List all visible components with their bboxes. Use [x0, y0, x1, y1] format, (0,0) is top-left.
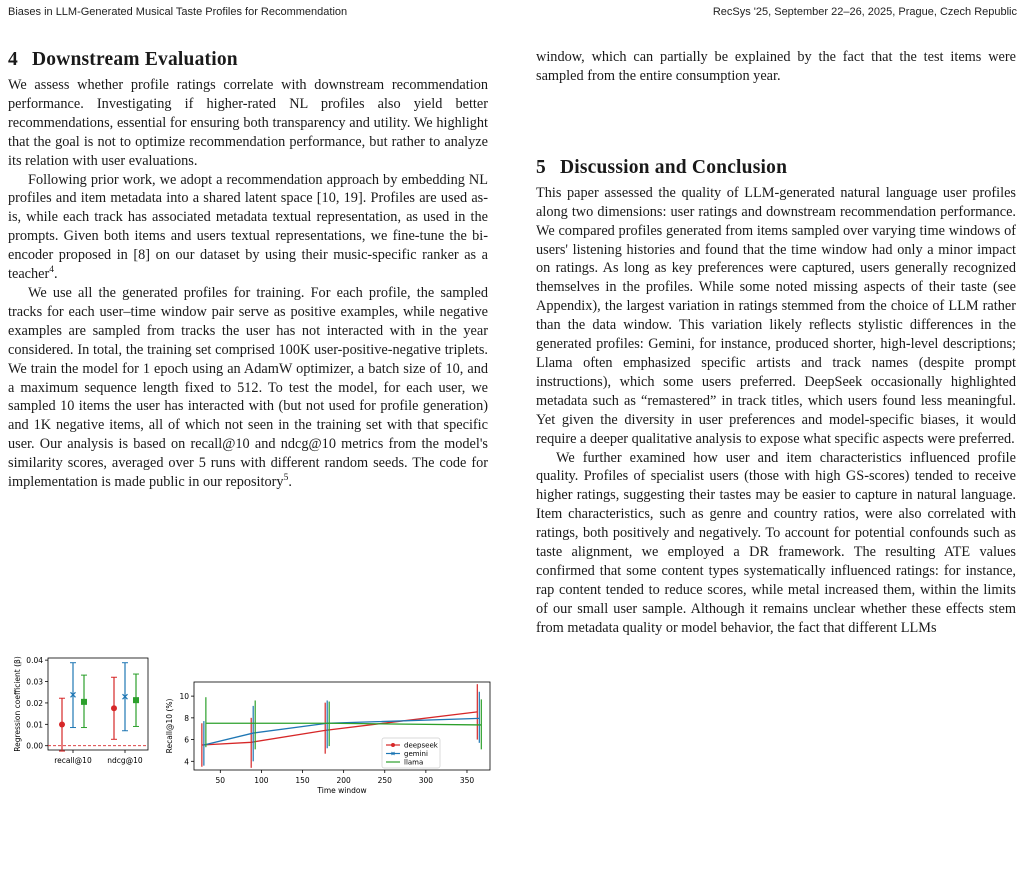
- paragraph: We assess whether profile ratings correlate with downstream recommendation performance. Investigating if higher-rated NL profiles also yield better recommendations, essential for ensuring both transparency and utility. We highlight that the goal is not to optimize recommendation performance, but rather to analyze its relation with user evaluations.: [8, 77, 488, 169]
- data-point-llama: [133, 697, 139, 703]
- running-header-title: Biases in LLM-Generated Musical Taste Profiles for Recommendation: [8, 6, 348, 18]
- x-tick-label: 50: [215, 776, 226, 785]
- y-tick-label: 8: [184, 713, 189, 723]
- legend-label: llama: [404, 758, 424, 767]
- section-5-heading: [536, 156, 1016, 180]
- data-point-deepseek: [111, 705, 117, 711]
- recall-time-window-chart: [158, 652, 498, 777]
- paragraph: window, which can partially be explained by the fact that the test items were sampled from the entire consumption year.: [536, 49, 1016, 84]
- section-number: 5: [536, 156, 546, 178]
- plot-frame: [48, 658, 148, 750]
- data-point-deepseek: [59, 722, 65, 728]
- x-axis-label: Time window: [317, 786, 367, 795]
- legend-label: deepseek: [404, 741, 438, 750]
- legend-marker-deepseek: [391, 743, 395, 747]
- footnote-ref[interactable]: 4: [49, 265, 55, 276]
- x-tick-label: 300: [418, 776, 434, 785]
- running-header-venue: RecSys '25, September 22–26, 2025, Prague, Czech Republic: [712, 6, 1017, 18]
- data-point-llama: [81, 699, 87, 705]
- x-tick-label: 100: [254, 776, 269, 785]
- x-tick-label: ndcg@10: [107, 756, 143, 765]
- y-tick-label: 10: [179, 692, 189, 702]
- regression-coefficient-chart: [8, 652, 158, 777]
- y-axis-label: Regression coefficient (β): [13, 656, 22, 752]
- legend-label: gemini: [404, 750, 428, 758]
- y-tick-label: 0.00: [26, 741, 43, 751]
- y-axis-label: Recall@10 (%): [165, 698, 174, 754]
- x-tick-label: 150: [295, 776, 310, 785]
- section-title: Discussion and Conclusion: [559, 156, 788, 178]
- section-number: 4: [8, 49, 18, 70]
- x-tick-label: 350: [459, 776, 475, 785]
- left-column: [8, 48, 488, 492]
- footnote-ref[interactable]: 5: [283, 473, 289, 484]
- paragraph: We further examined how user and item characteristics influenced profile quality. Profiles of specialist users (those with high GS-scores) tended to receive higher ratings, suggesting their tastes may be easier to capture in natural language. Item characteristics, such as genre and country ratios, were also correlated with ratings, both positively and negatively. To account for potential confounds such as taste alignment, we employed a DR framework. The resulting ATE values confirmed that some content types systematically influenced ratings: for instance, rap content tended to reduce scores, while metal increased them, within the limits of our small user sample. Although it remains unclear whether these effects stem from metadata quality or model behavior, the fact that different LLMs: [536, 449, 1016, 636]
- right-column: [536, 48, 1016, 638]
- x-tick-label: 200: [336, 776, 351, 785]
- y-tick-label: 0.01: [26, 720, 43, 730]
- y-tick-label: 0.02: [26, 698, 43, 708]
- paragraph: This paper assessed the quality of LLM-generated natural language user profiles along two dimensions: user ratings and downstream recommendation performance. We compared profiles generated from items sampled over varying time windows of users' listening histories and found that the time window had only a minor impact on ratings. As long as key preferences were captured, users generally recognized themselves in the profiles. While some noted missing aspects of their taste (see Appendix), the largest variation in ratings stemmed from the choice of LLM rather than the data window. This variation likely reflects stylistic differences in the generated profiles: Gemini, for instance, produced shorter, high-level descriptions; Llama often emphasized specific artists and track names (despite prompt instructions), which some users preferred. DeepSeek occasionally highlighted metadata such as “remastered” in track titles, which users found less meaningful. Yet given the diversity in user preferences and model-specific biases, it would require a deeper qualitative analysis to expose what specific aspects were preferred.: [536, 184, 1016, 447]
- y-tick-label: 6: [184, 735, 189, 745]
- recall-chart-x-axis: [158, 774, 498, 802]
- paragraph: We use all the generated profiles for training. For each profile, the sampled tracks for each user–time window pair serve as positive examples, while negative examples are sampled from tracks the user has not interacted with in the year considered. In total, the training set comprised 100K user-positive-negative triplets. We train the model for 1 epoch using an AdamW optimizer, a batch size of 10, and a maximum sequence length fixed to 512. To test the model, for each user, we sampled 10 items the user has interacted with (but not used for profile generation) and 1K negative items, all of which not seen in the training set with that specific user. Our analysis is based on recall@10 and ndcg@10 metrics from the model's similarity scores, averaged over 5 runs with different random seeds. The code for implementation is made public in our repository$^5$.: [8, 284, 488, 491]
- section-title: Downstream Evaluation: [31, 49, 238, 70]
- section-4-heading: [8, 48, 488, 72]
- series-line-llama: [206, 723, 481, 725]
- y-tick-label: 0.03: [26, 677, 43, 687]
- y-tick-label: 0.04: [26, 656, 43, 666]
- plot-frame: [194, 682, 490, 770]
- x-tick-label: recall@10: [54, 756, 92, 765]
- paragraph: Following prior work, we adopt a recommendation approach by embedding NL profiles and item metadata into a shared latent space [10, 19]. Profiles are used as-is, while each track has associated metadata textual representation, as used in the prompts. Given both items and users textual representations, we fine-tune the bi-encoder proposed in [8] on our dataset by using their music-specific ranker as a teacher$^4$.: [8, 171, 488, 283]
- y-tick-label: 4: [184, 757, 189, 767]
- x-tick-label: 250: [377, 776, 392, 785]
